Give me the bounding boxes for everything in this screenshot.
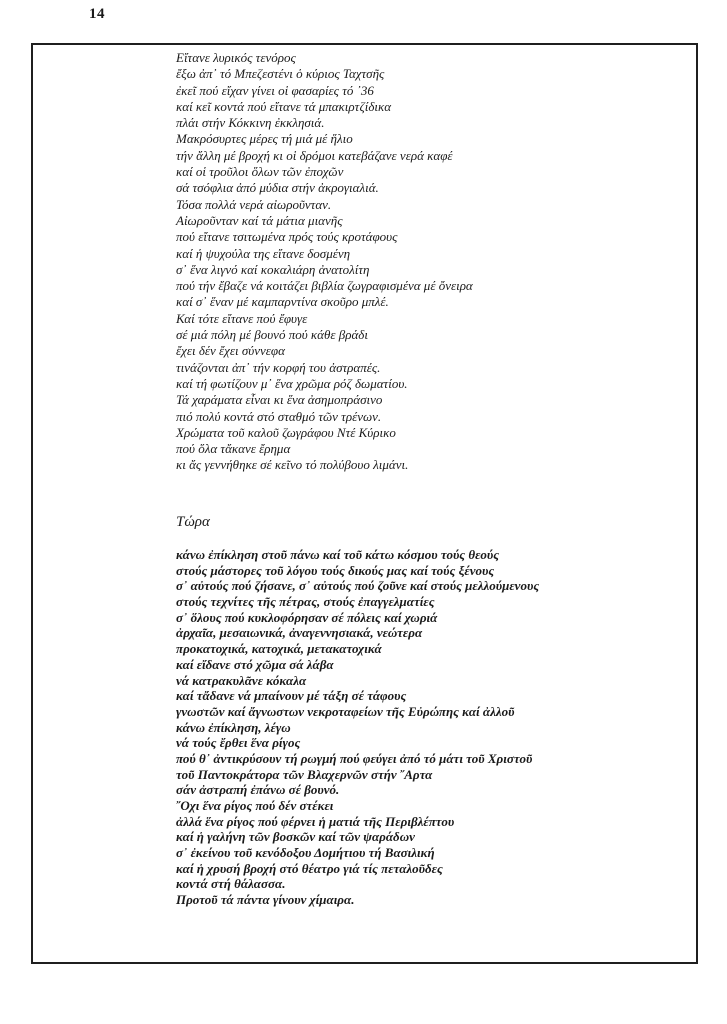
- poem-line: καί κεῖ κοντά πού εἴτανε τά μπακιρτζίδικα: [176, 98, 392, 114]
- poem-line: καί οἱ τροῦλοι ὅλων τῶν ἐποχῶν: [176, 164, 344, 180]
- poem-line: καί τή φωτίζουν μ᾿ ἕνα χρῶμα ρόζ δωματίου.: [176, 375, 408, 391]
- poem-line: πού ὅλα τἄκανε ἔρημα: [176, 441, 291, 457]
- poem-line: καί ἡ ψυχούλα της εἴτανε δοσμένη: [176, 245, 351, 261]
- poem-line: ἔξω ἀπ᾿ τό Μπεζεστένι ὁ κύριος Ταχτσῆς: [176, 66, 385, 82]
- poem-line: κι ἄς γεννήθηκε σέ κεῖνο τό πολύβουο λιμάνι.: [176, 457, 409, 473]
- poem-line: καί ἡ γαλήνη τῶν βοσκῶν καί τῶν ψαράδων: [176, 829, 415, 845]
- poem-line: σέ μιά πόλη μέ βουνό πού κάθε βράδι: [176, 327, 368, 343]
- poem-line: κάνω ἐπίκληση, λέγω: [176, 719, 291, 735]
- poem-line: πού εἴτανε τσιτωμένα πρός τούς κροτάφους: [176, 229, 398, 245]
- section-heading: Τώρα: [176, 514, 210, 530]
- poem-line: σ᾿ ἕνα λιγνό καί κοκαλιάρη ἀνατολίτη: [176, 261, 370, 277]
- poem-line: σ᾿ ὅλους πού κυκλοφόρησαν σέ πόλεις καί χωριά: [176, 609, 438, 625]
- poem-line: καί τἄδανε νά μπαίνουν μέ τάξη σέ τάφους: [176, 688, 407, 704]
- poem-line: κοντά στή θάλασσα.: [176, 876, 286, 892]
- poem-line: πλάι στήν Κόκκινη ἐκκλησιά.: [176, 115, 325, 131]
- poem-line: σ᾿ αὐτούς πού ζήσανε, σ᾿ αὐτούς πού ζοῦνε καί στούς μελλούμενους: [176, 578, 540, 594]
- poem-line: Τά χαράματα εἶναι κι ἕνα ἀσημοπράσινο: [176, 392, 383, 408]
- poem-line: Μακρόσυρτες μέρες τή μιά μέ ἥλιο: [176, 131, 353, 147]
- poem-line: Καί τότε εἴτανε πού ἔφυγε: [176, 310, 308, 326]
- poem-line: πού τήν ἔβαζε νά κοιτάζει βιβλία ζωγραφισμένα μέ ὄνειρα: [176, 278, 473, 294]
- poem-line: νά τούς ἔρθει ἕνα ρίγος: [176, 735, 301, 751]
- poem-stanza-2: [176, 547, 696, 908]
- poem-line: τήν ἄλλη μέ βροχή κι οἱ δρόμοι κατεβάζανε νερά καφέ: [176, 147, 453, 163]
- poem-line: τοῦ Παντοκράτορα τῶν Βλαχερνῶν στήν ῎Αρτα: [176, 766, 433, 782]
- poem-line: σάν ἀστραπή ἐπάνω σέ βουνό.: [176, 782, 340, 798]
- poem-line: πιό πολύ κοντά στό σταθμό τῶν τρένων.: [176, 408, 382, 424]
- poem-line: ἀρχαῖα, μεσαιωνικά, ἀναγεννησιακά, νεώτερα: [176, 625, 423, 641]
- poem-line: ἔχει δέν ἔχει σύννεφα: [176, 343, 285, 359]
- poem-line: κάνω ἐπίκληση στοῦ πάνω καί τοῦ κάτω κόσμου τούς θεούς: [176, 547, 500, 562]
- poem-line: ἀλλά ἕνα ρίγος πού φέρνει ἡ ματιά τῆς Περιβλέπτου: [176, 813, 455, 829]
- poem-line: σά τσόφλια ἀπό μύδια στήν ἀκρογιαλιά.: [176, 180, 379, 196]
- poem-line: Αἰωροῦνταν καί τά μάτια μιανῆς: [176, 212, 343, 228]
- poem-line: καί σ᾿ ἕναν μέ καμπαρντίνα σκοῦρο μπλέ.: [176, 294, 389, 310]
- poem-line: στούς μάστορες τοῦ λόγου τούς δικούς μας καί τούς ξένους: [176, 562, 495, 578]
- poem-line: νά κατρακυλᾶνε κόκαλα: [176, 672, 307, 688]
- poem-line: ῎Οχι ἕνα ρίγος πού δέν στέκει: [176, 798, 334, 813]
- poem-line: Χρώματα τοῦ καλοῦ ζωγράφου Ντέ Κύρικο: [176, 424, 396, 440]
- poem-line: τινάζονται ἀπ᾿ τήν κορφή του ἀστραπές.: [176, 359, 381, 375]
- page-number: 14: [89, 6, 105, 22]
- poem-line: γνωστῶν καί ἄγνωστων νεκροταφείων τῆς Εὐρώπης καί ἀλλοῦ: [176, 703, 515, 719]
- poem-line: προκατοχικά, κατοχικά, μετακατοχικά: [176, 641, 382, 657]
- poem-stanza-1: [176, 50, 696, 474]
- poem-line: σ᾿ ἐκείνου τοῦ κενόδοξου Δομήτιου τή Βασιλική: [176, 845, 435, 861]
- poem-line: καί ἡ χρυσή βροχή στό θέατρο γιά τίς πεταλοῦδες: [176, 860, 443, 876]
- poem-line: ἐκεῖ πού εἴχαν γίνει οἱ φασαρίες τό ᾿36: [176, 82, 374, 98]
- poem-line: Προτοῦ τά πάντα γίνουν χίμαιρα.: [176, 892, 355, 908]
- poem-line: πού θ᾿ ἀντικρύσουν τή ρωγμή πού φεύγει ἀπό τό μάτι τοῦ Χριστοῦ: [176, 750, 533, 766]
- poem-line: καί εἴδανε στό χῶμα σά λάβα: [176, 656, 334, 672]
- poem-line: στούς τεχνίτες τῆς πέτρας, στούς ἐπαγγελματίες: [176, 594, 435, 610]
- poem-line: Εἴτανε λυρικός τενόρος: [176, 50, 296, 65]
- poem-line: Τόσα πολλά νερά αἰωροῦνταν.: [176, 196, 332, 212]
